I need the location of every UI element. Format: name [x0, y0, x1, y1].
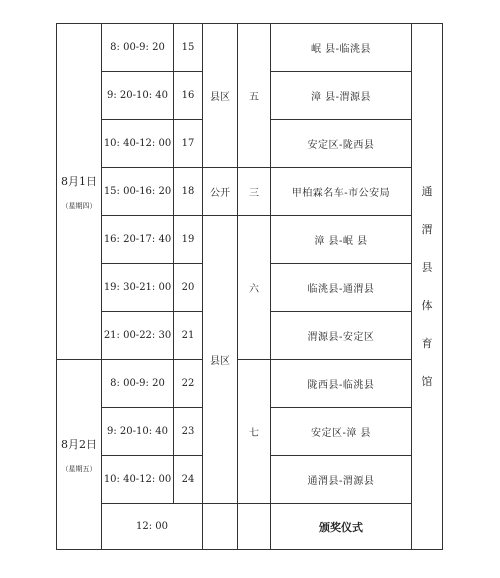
match-cell: 安定区-漳 县	[271, 408, 412, 456]
table-row	[57, 360, 443, 408]
time-cell: 21: 00-22: 30	[102, 312, 174, 360]
time-cell: 8: 00-9: 20	[102, 24, 174, 72]
match-cell: 通渭县-渭源县	[271, 456, 412, 504]
table-row	[57, 168, 443, 216]
venue-label: 通渭县体育馆	[421, 184, 433, 388]
round-cell: 六	[238, 216, 271, 360]
match-number-cell: 18	[174, 168, 203, 216]
empty-cell	[203, 504, 238, 550]
match-number-cell: 16	[174, 72, 203, 120]
match-number-cell: 17	[174, 120, 203, 168]
empty-cell	[238, 504, 271, 550]
round-cell: 五	[238, 24, 271, 168]
match-cell: 甲柏霖名车-市公安局	[271, 168, 412, 216]
match-number-cell: 24	[174, 456, 203, 504]
award-time-cell: 12: 00	[102, 504, 203, 550]
time-cell: 19: 30-21: 00	[102, 264, 174, 312]
time-cell: 8: 00-9: 20	[102, 360, 174, 408]
time-cell: 9: 20-10: 40	[102, 408, 174, 456]
day-cell	[57, 360, 102, 550]
table-row	[57, 504, 443, 550]
weekday-label: （星期四）	[61, 201, 97, 210]
match-number-cell: 19	[174, 216, 203, 264]
match-number-cell: 20	[174, 264, 203, 312]
weekday-label: （星期五）	[61, 464, 97, 473]
time-cell: 10: 40-12: 00	[102, 120, 174, 168]
match-number-cell: 23	[174, 408, 203, 456]
group-cell: 县区	[203, 24, 238, 168]
round-cell: 三	[238, 168, 271, 216]
day-cell	[57, 24, 102, 360]
table-row	[57, 216, 443, 264]
venue-cell	[412, 24, 443, 550]
date-label: 8月1日	[61, 174, 97, 188]
date-label: 8月2日	[61, 437, 97, 451]
time-cell: 9: 20-10: 40	[102, 72, 174, 120]
table-row	[57, 24, 443, 72]
round-cell: 七	[238, 360, 271, 504]
match-cell: 岷 县-临洮县	[271, 24, 412, 72]
match-number-cell: 22	[174, 360, 203, 408]
group-cell: 公开	[203, 168, 238, 216]
match-cell: 漳 县-岷 县	[271, 216, 412, 264]
match-cell: 陇西县-临洮县	[271, 360, 412, 408]
match-cell: 安定区-陇西县	[271, 120, 412, 168]
match-cell: 渭源县-安定区	[271, 312, 412, 360]
match-cell: 漳 县-渭源县	[271, 72, 412, 120]
award-ceremony-cell: 颁奖仪式	[271, 504, 412, 550]
time-cell: 16: 20-17: 40	[102, 216, 174, 264]
schedule-table	[56, 23, 443, 550]
time-cell: 15: 00-16: 20	[102, 168, 174, 216]
match-number-cell: 15	[174, 24, 203, 72]
match-cell: 临洮县-通渭县	[271, 264, 412, 312]
match-number-cell: 21	[174, 312, 203, 360]
group-cell: 县区	[203, 216, 238, 504]
time-cell: 10: 40-12: 00	[102, 456, 174, 504]
